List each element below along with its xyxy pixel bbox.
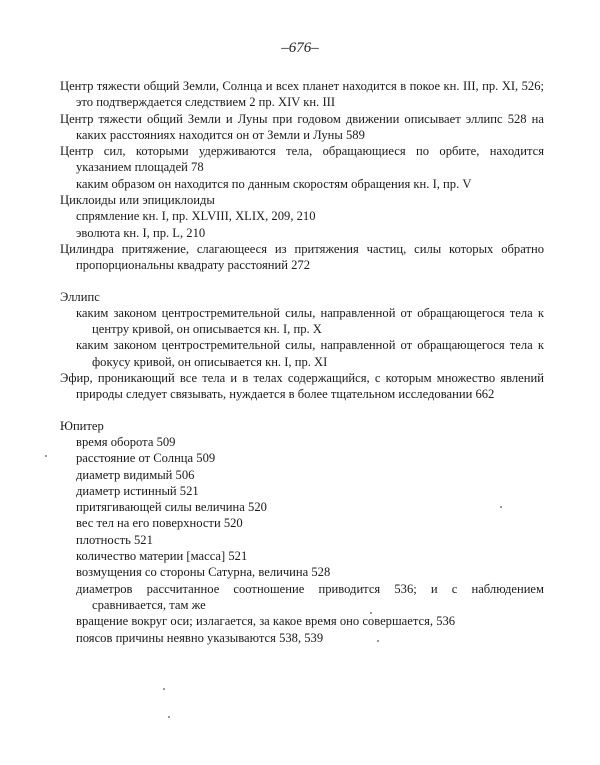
- jupiter-item: диаметр видимый 506: [76, 467, 195, 482]
- index-subentry: каким законом центростремительной силы, направленной от обращающегося тела к фокусу кривой, он описывается кн. I, пр. XI: [76, 338, 544, 369]
- index-heading-jupiter: Юпитер: [60, 418, 104, 433]
- jupiter-item: возмущения со стороны Сатурна, величина 528: [76, 565, 331, 580]
- scan-speck: [500, 506, 502, 508]
- index-entry: Центр сил, которыми удерживаются тела, обращающиеся по орбите, находится указанием площадей 78: [60, 144, 544, 175]
- jupiter-item: расстояние от Солнца 509: [76, 451, 216, 466]
- index-subentry: спрямление кн. I, пр. XLVIII, XLIX, 209, 210: [76, 209, 316, 224]
- scan-speck: [168, 716, 170, 718]
- index-heading-ellipse: Эллипс: [60, 289, 100, 304]
- index-entry: Центр тяжести общий Земли, Солнца и всех планет находится в покое кн. III, пр. XI, 526; это подтверждается следствием 2 пр. XIV кн. III: [60, 79, 544, 110]
- scan-speck: [163, 688, 165, 690]
- jupiter-item: притягивающей силы величина 520: [76, 500, 267, 515]
- jupiter-item: плотность 521: [76, 532, 153, 547]
- jupiter-item: вращение вокруг оси; излагается, за какое время оно совершается, 536: [76, 614, 456, 629]
- index-subentry: эволюта кн. I, пр. L, 210: [76, 225, 206, 240]
- jupiter-item: количество материи [масса] 521: [76, 549, 248, 564]
- scan-speck: [377, 640, 379, 642]
- jupiter-item: диаметр истинный 521: [76, 483, 199, 498]
- index-entry: Циклоиды или эпициклоиды: [60, 193, 215, 208]
- jupiter-item: вес тел на его поверхности 520: [76, 516, 243, 531]
- jupiter-item: диаметров рассчитанное соотношение приводится 536; и с наблюдением сравнивается, там же: [76, 581, 544, 612]
- index-entry: Эфир, проникающий все тела и в телах содержащийся, с которым множество явлений природы следует связывать, нуждается в более тщательном исследовании 662: [60, 371, 544, 402]
- index-subentry: каким образом он находится по данным скоростям обращения кн. I, пр. V: [76, 176, 472, 191]
- jupiter-item: поясов причины неявно указываются 538, 539: [76, 630, 324, 645]
- index-subentry: каким законом центростремительной силы, направленной от обращающегося тела к центру кривой, он описывается кн. I, пр. X: [76, 305, 544, 337]
- index-content: [60, 78, 544, 646]
- index-entry: Цилиндра притяжение, слагающееся из притяжения частиц, силы которых обратно пропорциональны квадрату расстояний 272: [60, 241, 544, 273]
- scan-speck: [370, 612, 372, 614]
- scan-speck: [45, 455, 47, 457]
- index-entry: Центр тяжести общий Земли и Луны при годовом движении описывает эллипс 528 на каких расстояниях находится он от Земли и Луны 589: [60, 111, 544, 142]
- page-number: –676–: [281, 40, 319, 56]
- jupiter-item: время оборота 509: [76, 434, 176, 449]
